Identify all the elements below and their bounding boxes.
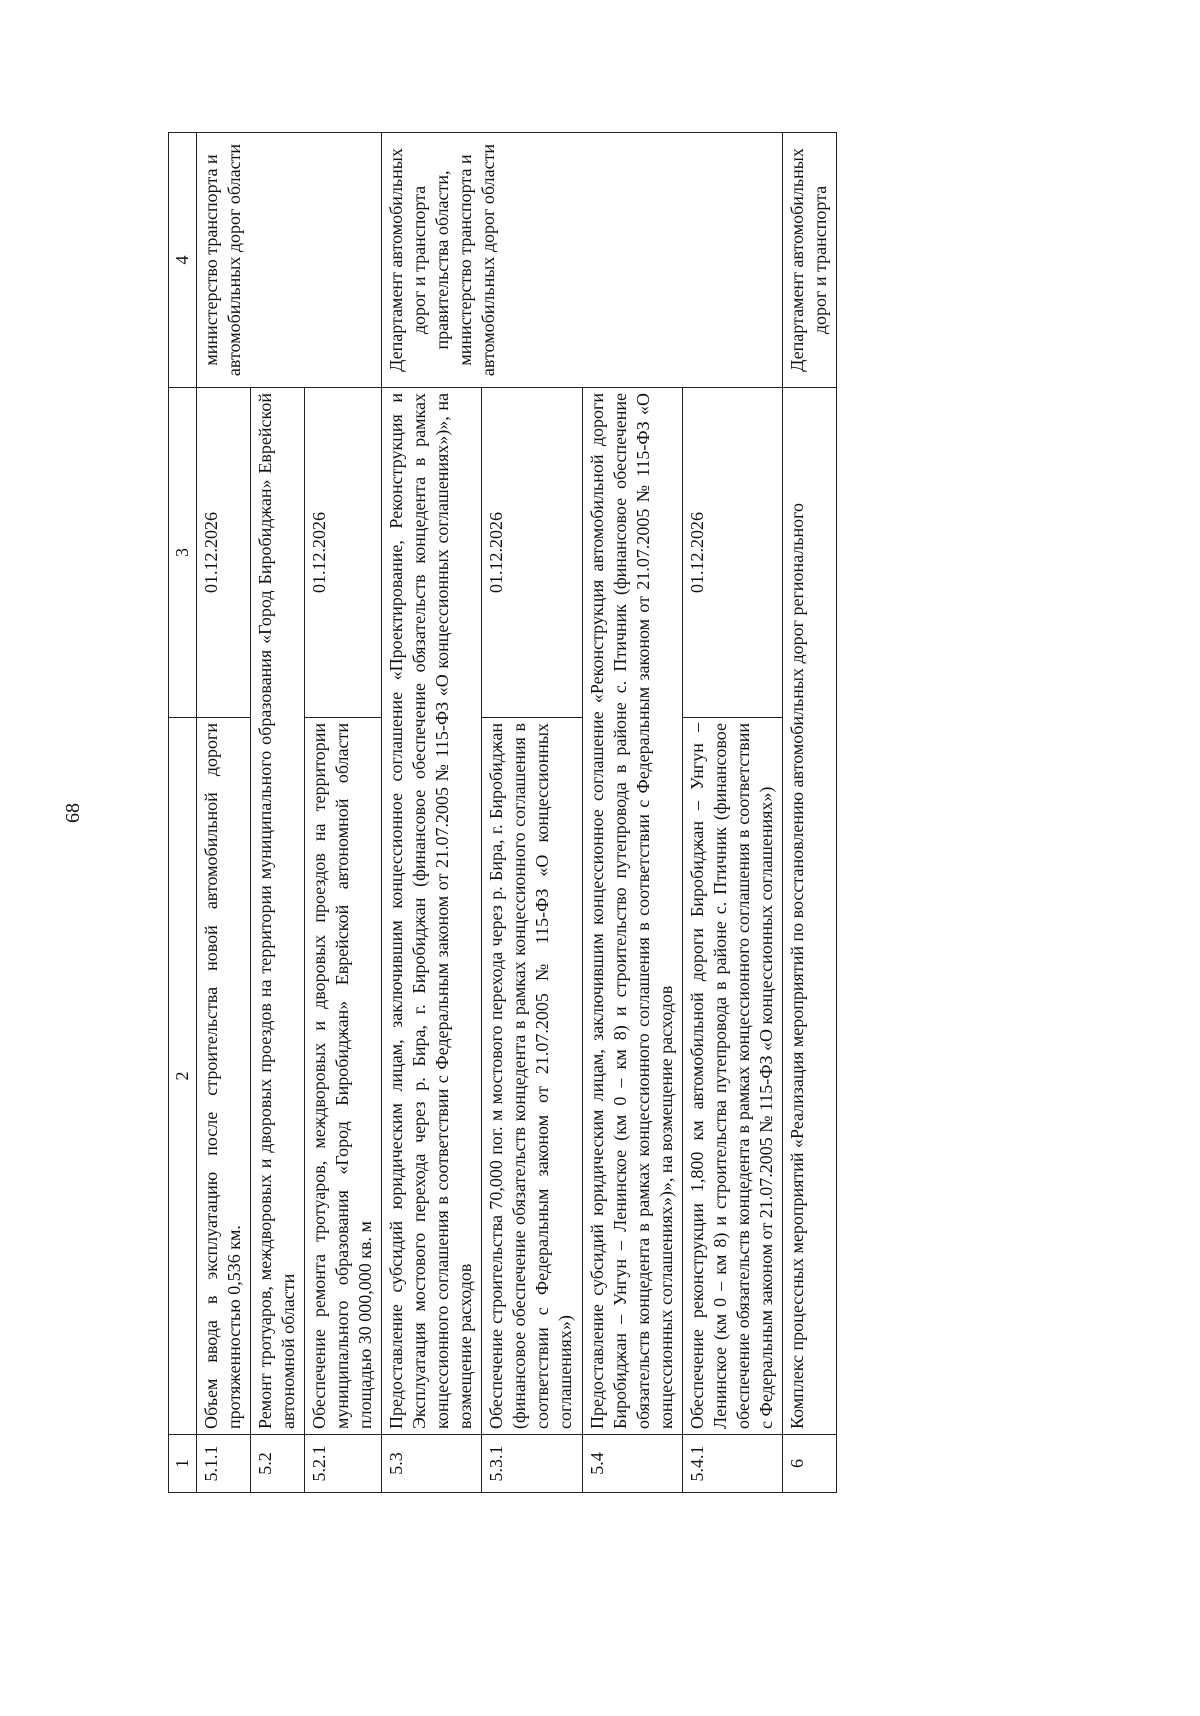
header-cell-1: 1	[169, 1435, 197, 1493]
row-number: 5.2.1	[305, 1435, 382, 1493]
rotated-content	[62, 133, 1068, 1493]
page-number: 68	[62, 803, 84, 823]
row-description: Ремонт тротуаров, междворовых и дворовых проездов на территории муниципального образования «Город Биробиджан» Еврейской автономной области	[251, 388, 305, 1435]
row-description: Обеспечение строительства 70,000 пог. м мостового перехода через р. Бира, г. Биробиджан (финансовое обеспечение обязательств концедента в рамках концессионного соглашения в соответствии с Федеральным законом от 21.07.2005 № 115-ФЗ «О концессионных соглашениях»)	[482, 718, 582, 1435]
row-number: 5.2	[251, 1435, 305, 1493]
row-number: 5.1.1	[197, 1435, 251, 1493]
row-responsible: министерство транспорта и автомобильных дорог области	[197, 133, 382, 388]
row-description: Объем ввода в эксплуатацию после строительства новой автомобильной дороги протяженностью 0,536 км.	[197, 718, 251, 1435]
row-date: 01.12.2026	[482, 388, 582, 718]
table-row	[382, 133, 482, 1493]
plan-table	[168, 132, 837, 1493]
table-row	[197, 133, 251, 1493]
footer-code	[168, 0, 184, 413]
row-number: 6	[782, 1435, 836, 1493]
row-responsible: Департамент автомобильных дорог и транспорта	[782, 133, 836, 388]
row-date: 01.12.2026	[197, 388, 251, 718]
row-responsible: Департамент автомобильных дорог и транспорта правительства области, министерство транспорта и автомобильных дорог области	[382, 133, 783, 388]
row-description: Обеспечение реконструкции 1,800 км автомобильной дороги Биробиджан – Унгун – Ленинское (км 0 – км 8) и строительства путепровода в районе с. Птичник (финансовое обеспечение обязательств концедента в рамках концессионного соглашения в соответствии с Федеральным законом от 21.07.2005 № 115-ФЗ «О концессионных соглашениях»)	[682, 718, 782, 1435]
row-description: Обеспечение ремонта тротуаров, междворовых и дворовых проездов на территории муниципального образования «Город Биробиджан» Еврейской автономной области площадью 30 000,000 кв. м	[305, 718, 382, 1435]
header-cell-4: 4	[169, 133, 197, 388]
row-description: Предоставление субсидий юридическим лицам, заключившим концессионное соглашение «Проектирование, Реконструкция и Эксплуатация мостового перехода через р. Бира, г. Биробиджан (финансовое обеспечение обязательств концедента в рамках концессионного соглашения в соответствии с Федеральным законом от 21.07.2005 № 115-ФЗ «О концессионных соглашениях»)», на возмещение расходов	[382, 388, 482, 1435]
row-date: 01.12.2026	[682, 388, 782, 718]
row-number: 5.3.1	[482, 1435, 582, 1493]
header-cell-2: 2	[169, 718, 197, 1435]
table-row	[782, 133, 836, 1493]
row-number: 5.4.1	[682, 1435, 782, 1493]
row-number: 5.4	[582, 1435, 682, 1493]
row-date: 01.12.2026	[305, 388, 382, 718]
row-number: 5.3	[382, 1435, 482, 1493]
row-description: Комплекс процессных мероприятий «Реализация мероприятий по восстановлению автомобильных дорог регионального	[782, 388, 836, 1435]
header-cell-3: 3	[169, 388, 197, 718]
row-description: Предоставление субсидий юридическим лицам, заключившим концессионное соглашение «Реконструкция автомобильной дороги Биробиджан – Унгун – Ленинское (км 0 – км 8) и строительство путепровода в районе с. Птичник (финансовое обеспечение обязательств концедента в рамках концессионного соглашения в соответствии с Федеральным законом от 21.07.2005 № 115-ФЗ «О концессионных соглашениях»)», на возмещение расходов	[582, 388, 682, 1435]
